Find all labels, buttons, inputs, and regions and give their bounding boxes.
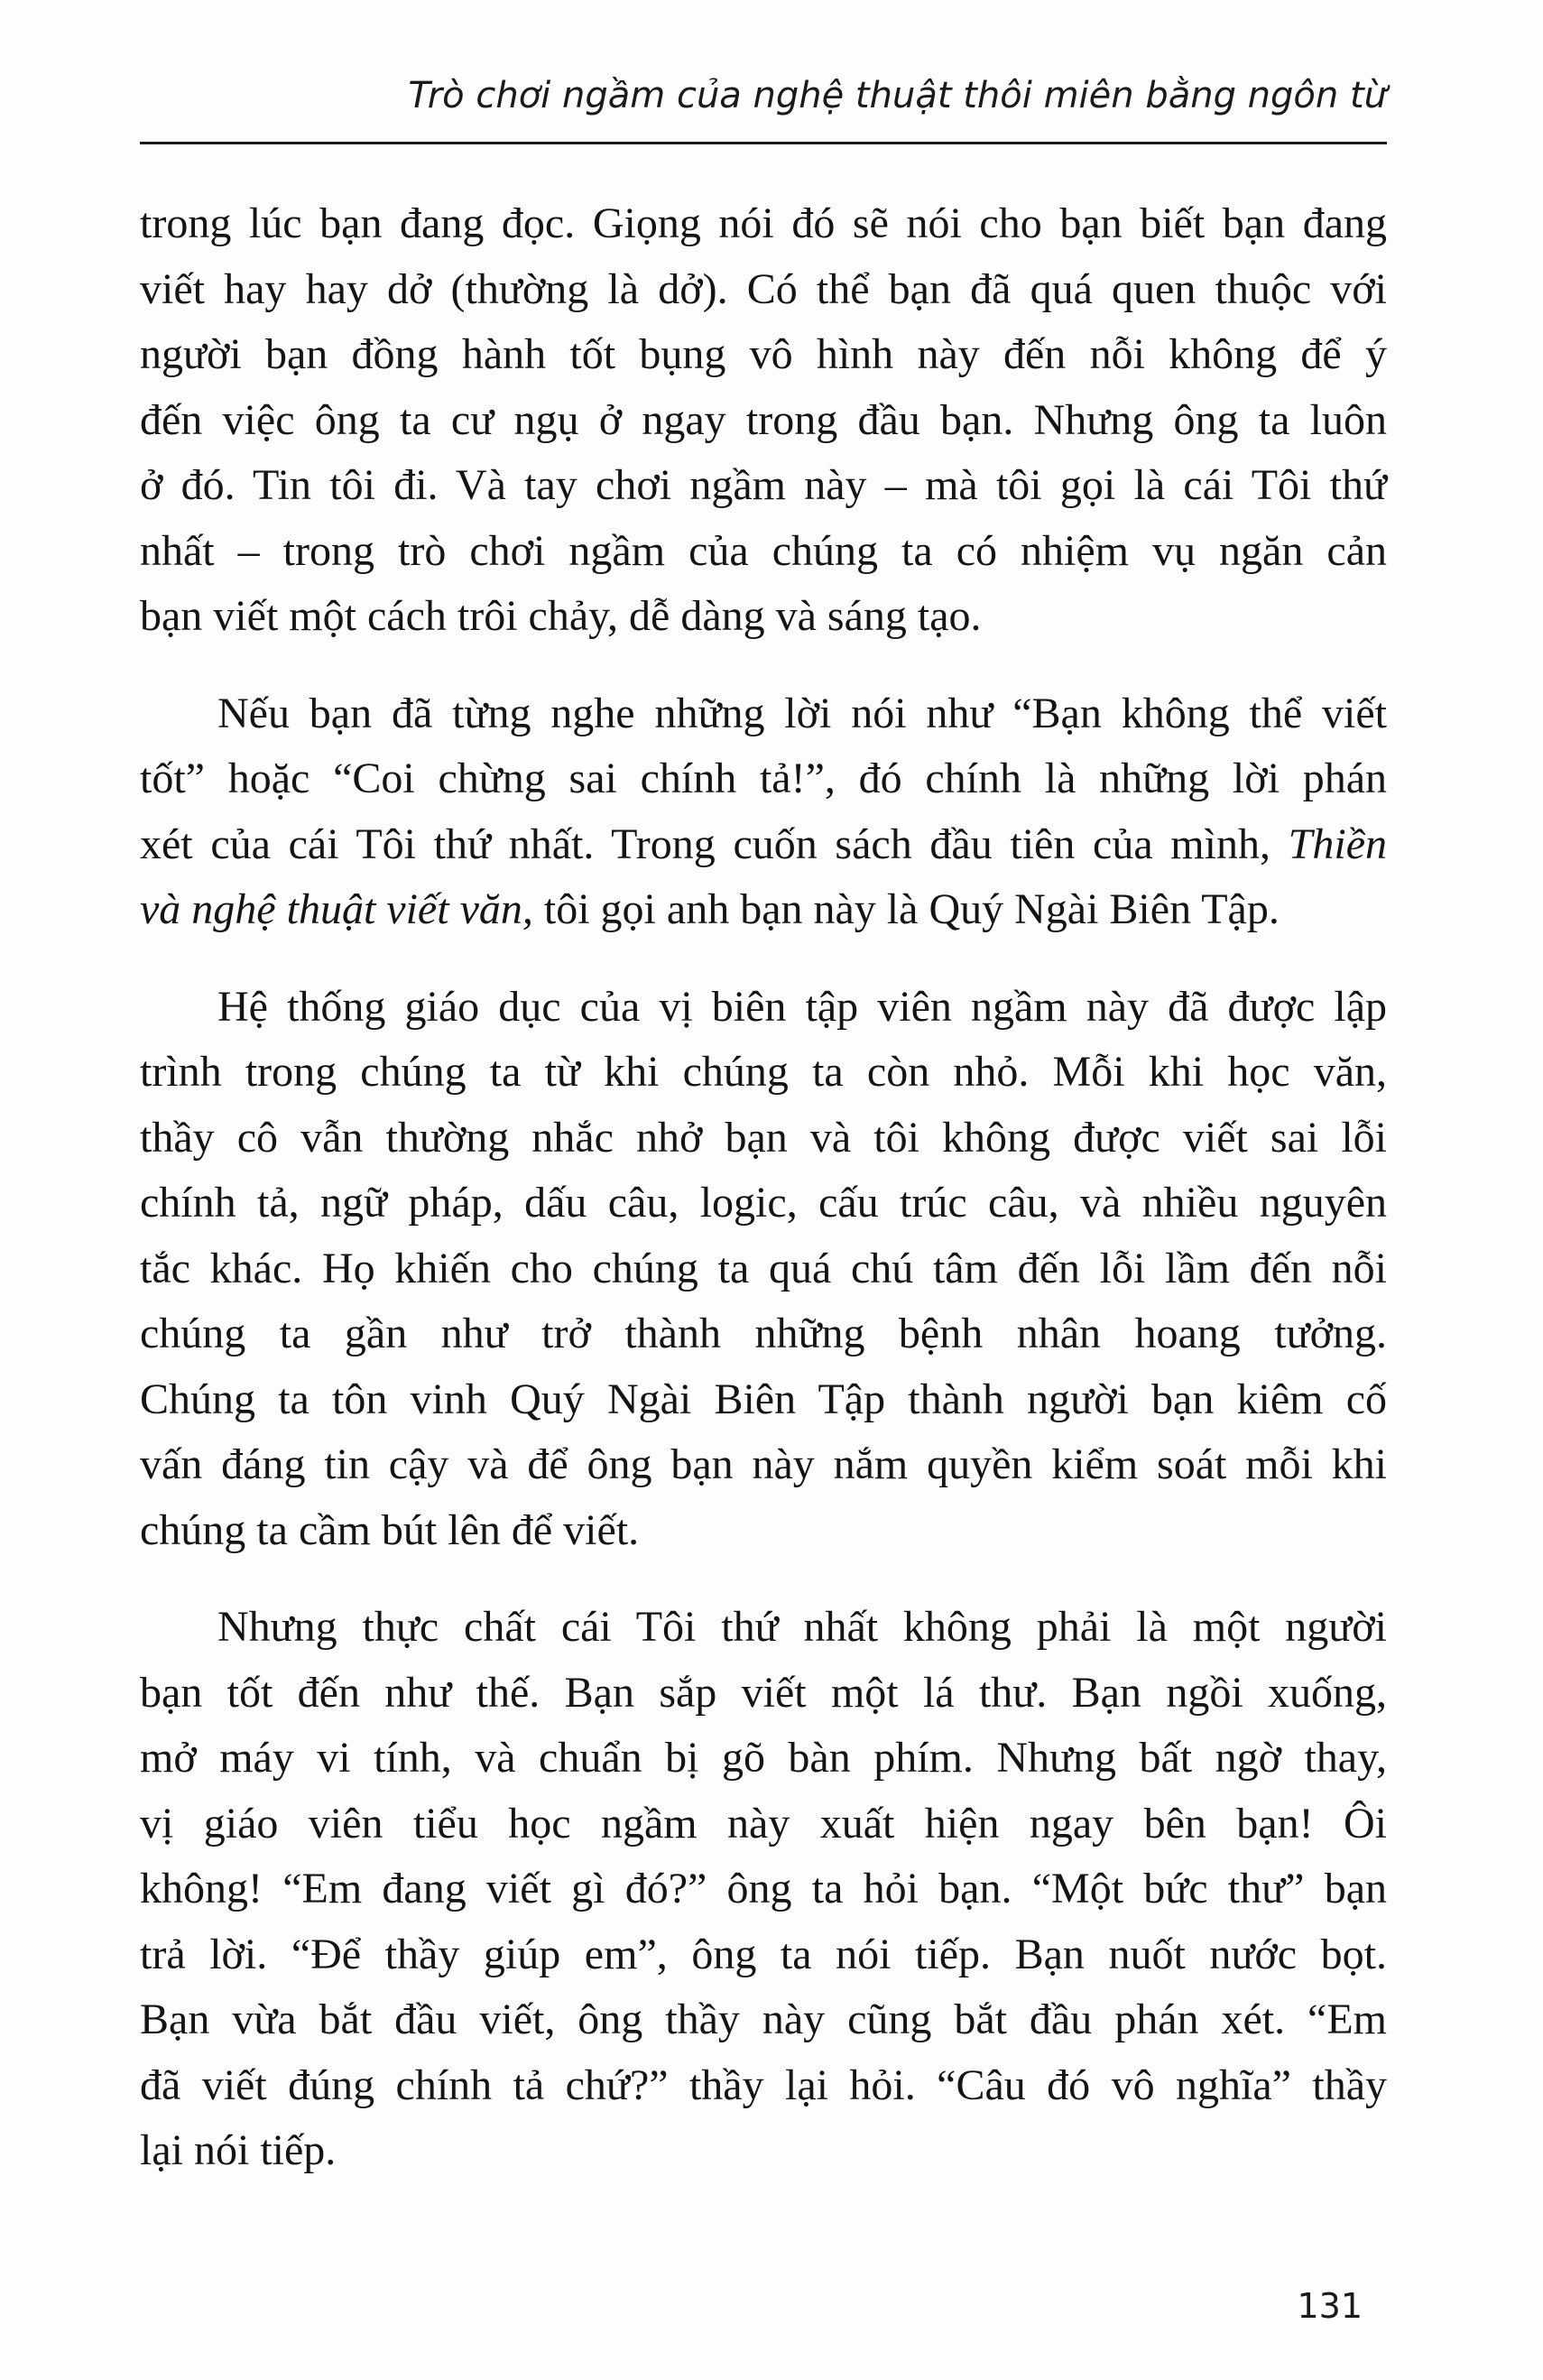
text-line: trình trong chúng ta từ khi chúng ta còn nhỏ. Mỗi khi học văn, — [140, 1048, 1387, 1096]
text-line: vị giáo viên tiểu học ngầm này xuất hiện ngay bên bạn! Ôi — [140, 1799, 1387, 1848]
text-line: nhất – trong trò chơi ngầm của chúng ta có nhiệm vụ ngăn cản — [140, 526, 1387, 575]
text-line: không! “Em đang viết gì đó?” ông ta hỏi bạn. “Một bức thư” bạn — [140, 1865, 1387, 1912]
header-rule — [140, 142, 1387, 144]
text-line: lại nói tiếp. — [140, 2126, 337, 2174]
text-line: chính tả, ngữ pháp, dấu câu, logic, cấu trúc câu, và nhiều nguyên — [140, 1179, 1387, 1227]
text-line: viết hay hay dở (thường là dở). Có thể bạn đã quá quen thuộc với — [140, 264, 1387, 313]
text-line: người bạn đồng hành tốt bụng vô hình này đến nỗi không để ý — [140, 330, 1387, 378]
text-line: bạn viết một cách trôi chảy, dễ dàng và sáng tạo. — [140, 592, 982, 640]
text-line: Hệ thống giáo dục của vị biên tập viên ngầm này đã được lập — [217, 982, 1387, 1031]
text-line: Bạn vừa bắt đầu viết, ông thầy này cũng bắt đầu phán xét. “Em — [140, 1996, 1387, 2043]
paragraph-2 — [140, 681, 1387, 943]
book-title: Thiền — [1288, 820, 1388, 868]
text-line: thầy cô vẫn thường nhắc nhở bạn và tôi không được viết sai lỗi — [140, 1113, 1387, 1162]
body-text — [140, 191, 1387, 2216]
text-segment: tôi gọi anh bạn này là Quý Ngài Biên Tập. — [543, 885, 1280, 933]
text-line: đến việc ông ta cư ngụ ở ngay trong đầu bạn. Nhưng ông ta luôn — [140, 395, 1387, 444]
text-line: tắc khác. Họ khiến cho chúng ta quá chú tâm đến lỗi lầm đến nỗi — [140, 1244, 1387, 1292]
running-header: Trò chơi ngầm của nghệ thuật thôi miên bằng ngôn từ — [408, 75, 1387, 116]
text-line-with-title — [140, 812, 1387, 878]
text-line: tốt” hoặc “Coi chừng sai chính tả!”, đó chính là những lời phán — [140, 755, 1387, 802]
text-line: chúng ta gần như trở thành những bệnh nhân hoang tưởng. — [140, 1310, 1387, 1357]
page-number: 131 — [1297, 2286, 1363, 2326]
text-line: Chúng ta tôn vinh Quý Ngài Biên Tập thành người bạn kiêm cố — [140, 1375, 1387, 1423]
text-line: trả lời. “Để thầy giúp em”, ông ta nói tiếp. Bạn nuốt nước bọt. — [140, 1930, 1387, 1978]
paragraph-1 — [140, 191, 1387, 650]
text-line: chúng ta cầm bút lên để viết. — [140, 1505, 640, 1554]
text-line: trong lúc bạn đang đọc. Giọng nói đó sẽ nói cho bạn biết bạn đang — [140, 199, 1387, 247]
text-line: mở máy vi tính, và chuẩn bị gõ bàn phím. Nhưng bất ngờ thay, — [140, 1734, 1387, 1782]
text-line: vấn đáng tin cậy và để ông bạn này nắm quyền kiểm soát mỗi khi — [140, 1440, 1387, 1488]
text-segment: xét của cái Tôi thứ nhất. Trong cuốn sách đầu tiên của mình, — [140, 820, 1270, 868]
book-title: và nghệ thuật viết văn, — [140, 885, 533, 933]
text-line: Nhưng thực chất cái Tôi thứ nhất không phải là một người — [217, 1603, 1387, 1651]
paragraph-3 — [140, 975, 1387, 1564]
text-line: bạn tốt đến như thế. Bạn sắp viết một lá thư. Bạn ngồi xuống, — [140, 1668, 1387, 1717]
text-line: ở đó. Tin tôi đi. Và tay chơi ngầm này – mà tôi gọi là cái Tôi thứ — [140, 461, 1387, 509]
text-line-with-title — [140, 877, 1387, 943]
text-line: đã viết đúng chính tả chứ?” thầy lại hỏi. “Câu đó vô nghĩa” thầy — [140, 2061, 1387, 2109]
text-line: Nếu bạn đã từng nghe những lời nói như “Bạn không thể viết — [217, 689, 1387, 737]
paragraph-4 — [140, 1595, 1387, 2184]
